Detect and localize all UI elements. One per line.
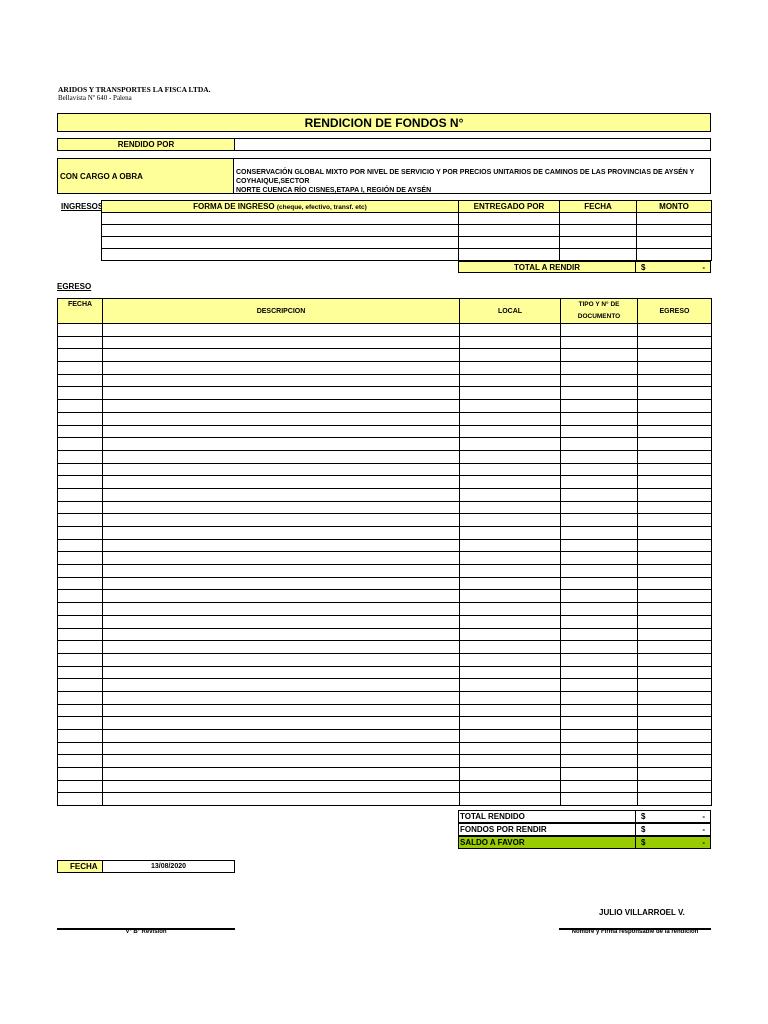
- egreso-row: [58, 425, 712, 438]
- ingreso-monto-cell[interactable]: [637, 249, 712, 261]
- egreso-row: [58, 527, 712, 540]
- company-address: Bellavista Nº 640 - Palena: [58, 94, 132, 102]
- header-monto: MONTO: [637, 201, 712, 213]
- egreso-fecha-cell[interactable]: [58, 780, 103, 793]
- fecha-label: FECHA: [57, 860, 103, 873]
- egreso-descripcion-cell[interactable]: [103, 488, 460, 501]
- egreso-fecha-cell[interactable]: [58, 400, 103, 413]
- egreso-row: [58, 336, 712, 349]
- egreso-tipo-cell[interactable]: [561, 628, 638, 641]
- header-fecha: FECHA: [560, 201, 637, 213]
- egreso-descripcion-cell[interactable]: [103, 704, 460, 717]
- egreso-local-cell[interactable]: [460, 755, 561, 768]
- egreso-monto-cell[interactable]: [638, 742, 712, 755]
- egreso-fecha-cell[interactable]: [58, 336, 103, 349]
- egreso-monto-cell[interactable]: [638, 374, 712, 387]
- egreso-local-cell[interactable]: [460, 717, 561, 730]
- egreso-row: [58, 324, 712, 337]
- egreso-row: [58, 565, 712, 578]
- egreso-row: [58, 450, 712, 463]
- egreso-tipo-cell[interactable]: [561, 679, 638, 692]
- egreso-local-cell[interactable]: [460, 514, 561, 527]
- egreso-fecha-cell[interactable]: [58, 362, 103, 375]
- egreso-fecha-cell[interactable]: [58, 450, 103, 463]
- header-local: LOCAL: [460, 299, 561, 324]
- egreso-tipo-cell[interactable]: [561, 742, 638, 755]
- egreso-tipo-cell[interactable]: [561, 768, 638, 781]
- total-rendido-label: TOTAL RENDIDO: [458, 810, 636, 823]
- egreso-local-cell[interactable]: [460, 527, 561, 540]
- egreso-descripcion-cell[interactable]: [103, 349, 460, 362]
- amount: -: [702, 812, 705, 821]
- egreso-local-cell[interactable]: [460, 641, 561, 654]
- ingresos-header-row: [102, 201, 712, 213]
- forma-ingreso-label: FORMA DE INGRESO: [193, 202, 275, 211]
- egreso-fecha-cell[interactable]: [58, 641, 103, 654]
- form-title: RENDICION DE FONDOS N°: [57, 113, 711, 132]
- ingreso-entregado-cell[interactable]: [459, 213, 560, 225]
- egreso-descripcion-cell[interactable]: [103, 514, 460, 527]
- egreso-descripcion-cell[interactable]: [103, 374, 460, 387]
- egreso-local-cell[interactable]: [460, 400, 561, 413]
- egreso-tipo-cell[interactable]: [561, 349, 638, 362]
- egreso-descripcion-cell[interactable]: [103, 768, 460, 781]
- egreso-local-cell[interactable]: [460, 438, 561, 451]
- header-egreso: EGRESO: [638, 299, 712, 324]
- egreso-descripcion-cell[interactable]: [103, 577, 460, 590]
- egreso-monto-cell[interactable]: [638, 679, 712, 692]
- egreso-row: [58, 704, 712, 717]
- egreso-monto-cell[interactable]: [638, 590, 712, 603]
- rendido-por-field[interactable]: [234, 138, 711, 151]
- egreso-descripcion-cell[interactable]: [103, 628, 460, 641]
- total-a-rendir-label: TOTAL A RENDIR: [458, 261, 636, 273]
- egreso-row: [58, 400, 712, 413]
- egreso-fecha-cell[interactable]: [58, 755, 103, 768]
- egreso-monto-cell[interactable]: [638, 641, 712, 654]
- company-name: ARIDOS Y TRANSPORTES LA FISCA LTDA.: [58, 85, 211, 94]
- ingreso-fecha-cell[interactable]: [560, 249, 637, 261]
- egreso-tipo-cell[interactable]: [561, 565, 638, 578]
- egreso-descripcion-cell[interactable]: [103, 615, 460, 628]
- egreso-local-cell[interactable]: [460, 603, 561, 616]
- egreso-fecha-cell[interactable]: [58, 768, 103, 781]
- egreso-tipo-cell[interactable]: [561, 717, 638, 730]
- egreso-local-cell[interactable]: [460, 590, 561, 603]
- egreso-descripcion-cell[interactable]: [103, 793, 460, 806]
- egreso-tipo-cell[interactable]: [561, 704, 638, 717]
- total-a-rendir-value: [635, 261, 711, 273]
- egreso-tipo-cell[interactable]: [561, 488, 638, 501]
- egreso-fecha-cell[interactable]: [58, 666, 103, 679]
- egreso-tipo-cell[interactable]: [561, 755, 638, 768]
- egreso-local-cell[interactable]: [460, 425, 561, 438]
- egreso-monto-cell[interactable]: [638, 565, 712, 578]
- egreso-row: [58, 374, 712, 387]
- egreso-monto-cell[interactable]: [638, 438, 712, 451]
- egreso-row: [58, 603, 712, 616]
- egreso-descripcion-cell[interactable]: [103, 400, 460, 413]
- egreso-descripcion-cell[interactable]: [103, 691, 460, 704]
- egreso-fecha-cell[interactable]: [58, 615, 103, 628]
- egreso-tipo-cell[interactable]: [561, 615, 638, 628]
- egreso-tipo-cell[interactable]: [561, 590, 638, 603]
- egreso-fecha-cell[interactable]: [58, 793, 103, 806]
- egreso-tipo-cell[interactable]: [561, 438, 638, 451]
- egreso-row: [58, 691, 712, 704]
- amount: -: [702, 262, 705, 272]
- currency-symbol: $: [641, 825, 646, 834]
- egreso-local-cell[interactable]: [460, 628, 561, 641]
- egreso-fecha-cell[interactable]: [58, 730, 103, 743]
- egreso-local-cell[interactable]: [460, 679, 561, 692]
- egreso-monto-cell[interactable]: [638, 463, 712, 476]
- egreso-monto-cell[interactable]: [638, 514, 712, 527]
- signer-name: JULIO VILLARROEL V.: [599, 908, 685, 917]
- ingresos-label: INGRESOS: [61, 202, 104, 211]
- egreso-local-cell[interactable]: [460, 374, 561, 387]
- egreso-tipo-cell[interactable]: [561, 780, 638, 793]
- egreso-row: [58, 768, 712, 781]
- egreso-descripcion-cell[interactable]: [103, 552, 460, 565]
- egreso-local-cell[interactable]: [460, 336, 561, 349]
- egreso-row: [58, 755, 712, 768]
- header-fecha: FECHA: [58, 299, 103, 324]
- fondos-por-rendir-value: [635, 823, 711, 836]
- egreso-monto-cell[interactable]: [638, 501, 712, 514]
- egreso-tipo-cell[interactable]: [561, 666, 638, 679]
- egreso-fecha-cell[interactable]: [58, 679, 103, 692]
- ingreso-monto-cell[interactable]: [637, 237, 712, 249]
- egreso-tipo-cell[interactable]: [561, 552, 638, 565]
- ingreso-entregado-cell[interactable]: [459, 225, 560, 237]
- egreso-tipo-cell[interactable]: [561, 653, 638, 666]
- rendido-por-label: RENDIDO POR: [57, 138, 235, 151]
- egreso-fecha-cell[interactable]: [58, 590, 103, 603]
- egreso-local-cell[interactable]: [460, 476, 561, 489]
- egreso-tipo-cell[interactable]: [561, 641, 638, 654]
- egreso-fecha-cell[interactable]: [58, 425, 103, 438]
- header-forma-ingreso: [102, 201, 459, 213]
- egreso-fecha-cell[interactable]: [58, 577, 103, 590]
- egreso-descripcion-cell[interactable]: [103, 387, 460, 400]
- egreso-fecha-cell[interactable]: [58, 488, 103, 501]
- ingreso-forma-cell[interactable]: [102, 249, 459, 261]
- egreso-descripcion-cell[interactable]: [103, 742, 460, 755]
- egreso-fecha-cell[interactable]: [58, 691, 103, 704]
- egreso-descripcion-cell[interactable]: [103, 590, 460, 603]
- total-rendido-value: [635, 810, 711, 823]
- egreso-monto-cell[interactable]: [638, 387, 712, 400]
- egreso-fecha-cell[interactable]: [58, 412, 103, 425]
- egreso-row: [58, 641, 712, 654]
- egreso-monto-cell[interactable]: [638, 666, 712, 679]
- header-descripcion: DESCRIPCION: [103, 299, 460, 324]
- egreso-row: [58, 488, 712, 501]
- ingreso-monto-cell[interactable]: [637, 225, 712, 237]
- egreso-monto-cell[interactable]: [638, 730, 712, 743]
- fondos-por-rendir-label: FONDOS POR RENDIR: [458, 823, 636, 836]
- egreso-tipo-cell[interactable]: [561, 603, 638, 616]
- egreso-fecha-cell[interactable]: [58, 704, 103, 717]
- egreso-descripcion-cell[interactable]: [103, 438, 460, 451]
- egreso-label: EGRESO: [57, 282, 92, 291]
- egreso-fecha-cell[interactable]: [58, 717, 103, 730]
- ingresos-table: [101, 200, 712, 261]
- egreso-fecha-cell[interactable]: [58, 653, 103, 666]
- egreso-fecha-cell[interactable]: [58, 539, 103, 552]
- signature-caption: Nombre y Firma responsable de la rendición: [571, 929, 699, 935]
- egreso-tipo-cell[interactable]: [561, 324, 638, 337]
- egreso-local-cell[interactable]: [460, 539, 561, 552]
- egreso-fecha-cell[interactable]: [58, 501, 103, 514]
- ingreso-entregado-cell[interactable]: [459, 237, 560, 249]
- ingreso-row: [102, 237, 712, 249]
- ingreso-row: [102, 225, 712, 237]
- egreso-row: [58, 438, 712, 451]
- egreso-row: [58, 412, 712, 425]
- egreso-fecha-cell[interactable]: [58, 565, 103, 578]
- egreso-tipo-cell[interactable]: [561, 691, 638, 704]
- egreso-descripcion-cell[interactable]: [103, 501, 460, 514]
- amount: -: [702, 825, 705, 834]
- egreso-fecha-cell[interactable]: [58, 463, 103, 476]
- egreso-fecha-cell[interactable]: [58, 552, 103, 565]
- egreso-row: [58, 349, 712, 362]
- egreso-local-cell[interactable]: [460, 501, 561, 514]
- cargo-obra-description: [236, 168, 710, 195]
- egreso-monto-cell[interactable]: [638, 628, 712, 641]
- egreso-monto-cell[interactable]: [638, 539, 712, 552]
- egreso-descripcion-cell[interactable]: [103, 679, 460, 692]
- egreso-fecha-cell[interactable]: [58, 527, 103, 540]
- egreso-fecha-cell[interactable]: [58, 514, 103, 527]
- cargo-obra-line-2: NORTE CUENCA RÍO CISNES,ETAPA I, REGIÓN DE AYSÉN: [236, 187, 432, 194]
- egreso-descripcion-cell[interactable]: [103, 476, 460, 489]
- egreso-tipo-cell[interactable]: [561, 514, 638, 527]
- egreso-descripcion-cell[interactable]: [103, 425, 460, 438]
- egreso-row: [58, 463, 712, 476]
- egreso-monto-cell[interactable]: [638, 691, 712, 704]
- saldo-a-favor-value: [635, 836, 711, 849]
- header-entregado-por: ENTREGADO POR: [459, 201, 560, 213]
- egreso-monto-cell[interactable]: [638, 527, 712, 540]
- egreso-fecha-cell[interactable]: [58, 742, 103, 755]
- egreso-row: [58, 476, 712, 489]
- egreso-monto-cell[interactable]: [638, 780, 712, 793]
- egreso-tipo-cell[interactable]: [561, 387, 638, 400]
- egreso-row: [58, 628, 712, 641]
- egreso-tipo-cell[interactable]: [561, 362, 638, 375]
- egreso-local-cell[interactable]: [460, 730, 561, 743]
- egreso-row: [58, 514, 712, 527]
- egreso-tipo-cell[interactable]: [561, 577, 638, 590]
- egreso-local-cell[interactable]: [460, 793, 561, 806]
- ingreso-fecha-cell[interactable]: [560, 225, 637, 237]
- egreso-descripcion-cell[interactable]: [103, 717, 460, 730]
- egreso-descripcion-cell[interactable]: [103, 755, 460, 768]
- egreso-local-cell[interactable]: [460, 653, 561, 666]
- egreso-monto-cell[interactable]: [638, 717, 712, 730]
- egreso-monto-cell[interactable]: [638, 324, 712, 337]
- egreso-fecha-cell[interactable]: [58, 438, 103, 451]
- egreso-descripcion-cell[interactable]: [103, 539, 460, 552]
- egreso-local-cell[interactable]: [460, 768, 561, 781]
- ingreso-row: [102, 213, 712, 225]
- egreso-descripcion-cell[interactable]: [103, 463, 460, 476]
- ingreso-fecha-cell[interactable]: [560, 237, 637, 249]
- egreso-monto-cell[interactable]: [638, 577, 712, 590]
- egreso-tipo-cell[interactable]: [561, 425, 638, 438]
- egreso-descripcion-cell[interactable]: [103, 780, 460, 793]
- egreso-local-cell[interactable]: [460, 412, 561, 425]
- egreso-tipo-cell[interactable]: [561, 400, 638, 413]
- egreso-monto-cell[interactable]: [638, 362, 712, 375]
- egreso-tipo-cell[interactable]: [561, 501, 638, 514]
- egreso-descripcion-cell[interactable]: [103, 362, 460, 375]
- ingreso-entregado-cell[interactable]: [459, 249, 560, 261]
- egreso-tipo-cell[interactable]: [561, 793, 638, 806]
- egreso-tipo-cell[interactable]: [561, 539, 638, 552]
- egreso-fecha-cell[interactable]: [58, 374, 103, 387]
- egreso-row: [58, 666, 712, 679]
- egreso-local-cell[interactable]: [460, 780, 561, 793]
- egreso-descripcion-cell[interactable]: [103, 666, 460, 679]
- egreso-monto-cell[interactable]: [638, 336, 712, 349]
- egreso-descripcion-cell[interactable]: [103, 565, 460, 578]
- egreso-local-cell[interactable]: [460, 565, 561, 578]
- ingreso-fecha-cell[interactable]: [560, 213, 637, 225]
- egreso-row: [58, 717, 712, 730]
- currency-symbol: $: [641, 838, 646, 847]
- egreso-descripcion-cell[interactable]: [103, 730, 460, 743]
- egreso-monto-cell[interactable]: [638, 793, 712, 806]
- egreso-row: [58, 780, 712, 793]
- egreso-row: [58, 539, 712, 552]
- egreso-monto-cell[interactable]: [638, 400, 712, 413]
- egreso-monto-cell[interactable]: [638, 552, 712, 565]
- egreso-monto-cell[interactable]: [638, 349, 712, 362]
- egreso-row: [58, 387, 712, 400]
- egreso-local-cell[interactable]: [460, 349, 561, 362]
- egreso-fecha-cell[interactable]: [58, 349, 103, 362]
- egreso-fecha-cell[interactable]: [58, 387, 103, 400]
- egreso-descripcion-cell[interactable]: [103, 324, 460, 337]
- egreso-tipo-cell[interactable]: [561, 476, 638, 489]
- egreso-fecha-cell[interactable]: [58, 628, 103, 641]
- egreso-local-cell[interactable]: [460, 577, 561, 590]
- egreso-local-cell[interactable]: [460, 691, 561, 704]
- egreso-local-cell[interactable]: [460, 387, 561, 400]
- egreso-descripcion-cell[interactable]: [103, 641, 460, 654]
- egreso-table: [57, 298, 712, 806]
- egreso-row: [58, 552, 712, 565]
- egreso-tipo-cell[interactable]: [561, 336, 638, 349]
- currency-symbol: $: [641, 812, 646, 821]
- egreso-local-cell[interactable]: [460, 463, 561, 476]
- forma-ingreso-note: (cheque, efectivo, transf. etc): [276, 204, 367, 211]
- ingreso-forma-cell[interactable]: [102, 225, 459, 237]
- egreso-monto-cell[interactable]: [638, 755, 712, 768]
- cargo-obra-line-1: CONSERVACIÓN GLOBAL MIXTO POR NIVEL DE SERVICIO Y POR PRECIOS UNITARIOS DE CAMINOS DE LAS PROVINCIAS DE AYSÉN Y COYHAIQUE,SECTOR: [236, 169, 695, 185]
- egreso-monto-cell[interactable]: [638, 450, 712, 463]
- egreso-row: [58, 615, 712, 628]
- egreso-row: [58, 501, 712, 514]
- egreso-row: [58, 793, 712, 806]
- ingreso-monto-cell[interactable]: [637, 213, 712, 225]
- egreso-tipo-cell[interactable]: [561, 463, 638, 476]
- egreso-row: [58, 679, 712, 692]
- egreso-monto-cell[interactable]: [638, 412, 712, 425]
- egreso-local-cell[interactable]: [460, 552, 561, 565]
- egreso-tipo-cell[interactable]: [561, 374, 638, 387]
- egreso-row: [58, 577, 712, 590]
- egreso-local-cell[interactable]: [460, 488, 561, 501]
- review-caption: Vº Bº Revisión: [125, 929, 167, 935]
- egreso-descripcion-cell[interactable]: [103, 527, 460, 540]
- egreso-local-cell[interactable]: [460, 666, 561, 679]
- tipo-line-2: DOCUMENTO: [577, 313, 621, 320]
- egreso-tipo-cell[interactable]: [561, 412, 638, 425]
- egreso-tipo-cell[interactable]: [561, 450, 638, 463]
- egreso-local-cell[interactable]: [460, 615, 561, 628]
- egreso-monto-cell[interactable]: [638, 425, 712, 438]
- fecha-value[interactable]: 13/08/2020: [102, 860, 235, 873]
- egreso-local-cell[interactable]: [460, 362, 561, 375]
- egreso-row: [58, 730, 712, 743]
- egreso-local-cell[interactable]: [460, 704, 561, 717]
- egreso-descripcion-cell[interactable]: [103, 450, 460, 463]
- egreso-monto-cell[interactable]: [638, 615, 712, 628]
- egreso-fecha-cell[interactable]: [58, 476, 103, 489]
- egreso-tipo-cell[interactable]: [561, 527, 638, 540]
- egreso-monto-cell[interactable]: [638, 603, 712, 616]
- currency-symbol: $: [641, 262, 646, 272]
- amount: -: [702, 838, 705, 847]
- egreso-fecha-cell[interactable]: [58, 603, 103, 616]
- egreso-row: [58, 362, 712, 375]
- header-tipo-documento: [561, 299, 638, 324]
- egreso-descripcion-cell[interactable]: [103, 653, 460, 666]
- egreso-monto-cell[interactable]: [638, 653, 712, 666]
- egreso-monto-cell[interactable]: [638, 488, 712, 501]
- egreso-fecha-cell[interactable]: [58, 324, 103, 337]
- egreso-monto-cell[interactable]: [638, 768, 712, 781]
- egreso-descripcion-cell[interactable]: [103, 603, 460, 616]
- egreso-tipo-cell[interactable]: [561, 730, 638, 743]
- egreso-descripcion-cell[interactable]: [103, 412, 460, 425]
- egreso-row: [58, 742, 712, 755]
- ingreso-row: [102, 249, 712, 261]
- ingreso-forma-cell[interactable]: [102, 213, 459, 225]
- egreso-header-row: [58, 299, 712, 324]
- tipo-line-1: TIPO Y N° DE: [578, 301, 620, 308]
- egreso-descripcion-cell[interactable]: [103, 336, 460, 349]
- egreso-monto-cell[interactable]: [638, 704, 712, 717]
- ingreso-forma-cell[interactable]: [102, 237, 459, 249]
- saldo-a-favor-label: SALDO A FAVOR: [458, 836, 636, 849]
- cargo-obra-label: CON CARGO A OBRA: [58, 159, 234, 193]
- egreso-row: [58, 590, 712, 603]
- egreso-local-cell[interactable]: [460, 324, 561, 337]
- egreso-local-cell[interactable]: [460, 742, 561, 755]
- egreso-row: [58, 653, 712, 666]
- egreso-monto-cell[interactable]: [638, 476, 712, 489]
- egreso-local-cell[interactable]: [460, 450, 561, 463]
